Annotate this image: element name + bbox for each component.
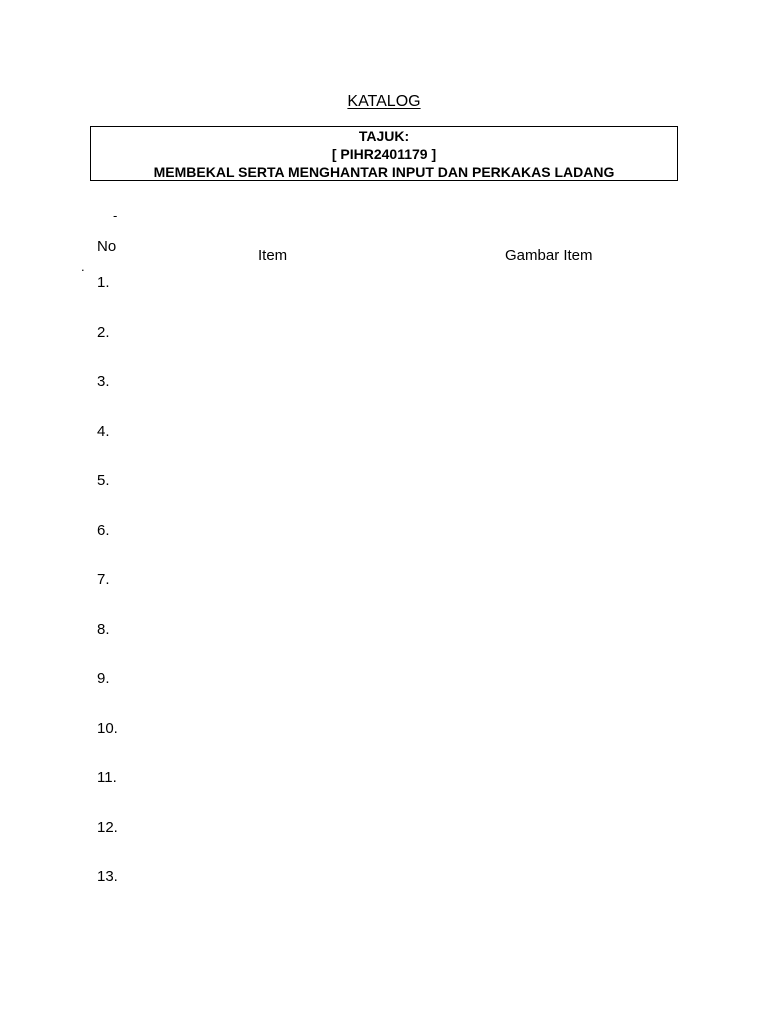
title-box-label: TAJUK: [358,128,410,144]
row-number: 1. [97,274,110,291]
page-title: KATALOG [347,93,421,110]
tender-title: MEMBEKAL SERTA MENGHANTAR INPUT DAN PERKAKAS LADANG [153,164,615,180]
row-number: 7. [97,571,110,588]
dot-mark: . [81,259,85,274]
row-number: 10. [97,720,118,737]
column-header-gambar-item: Gambar Item [505,247,593,264]
row-number: 5. [97,472,110,489]
row-number: 4. [97,423,110,440]
row-number: 13. [97,868,118,885]
row-number: 9. [97,670,110,687]
row-number: 2. [97,324,110,341]
row-number: 12. [97,819,118,836]
column-header-item: Item [258,247,288,264]
reference-code: [ PIHR2401179 ] [331,146,437,162]
dash-mark: - [113,208,118,223]
row-number: 8. [97,621,110,638]
column-header-no: No [97,238,117,255]
row-number: 3. [97,373,110,390]
title-box [90,126,678,181]
row-number: 6. [97,522,110,539]
row-number: 11. [97,769,117,786]
